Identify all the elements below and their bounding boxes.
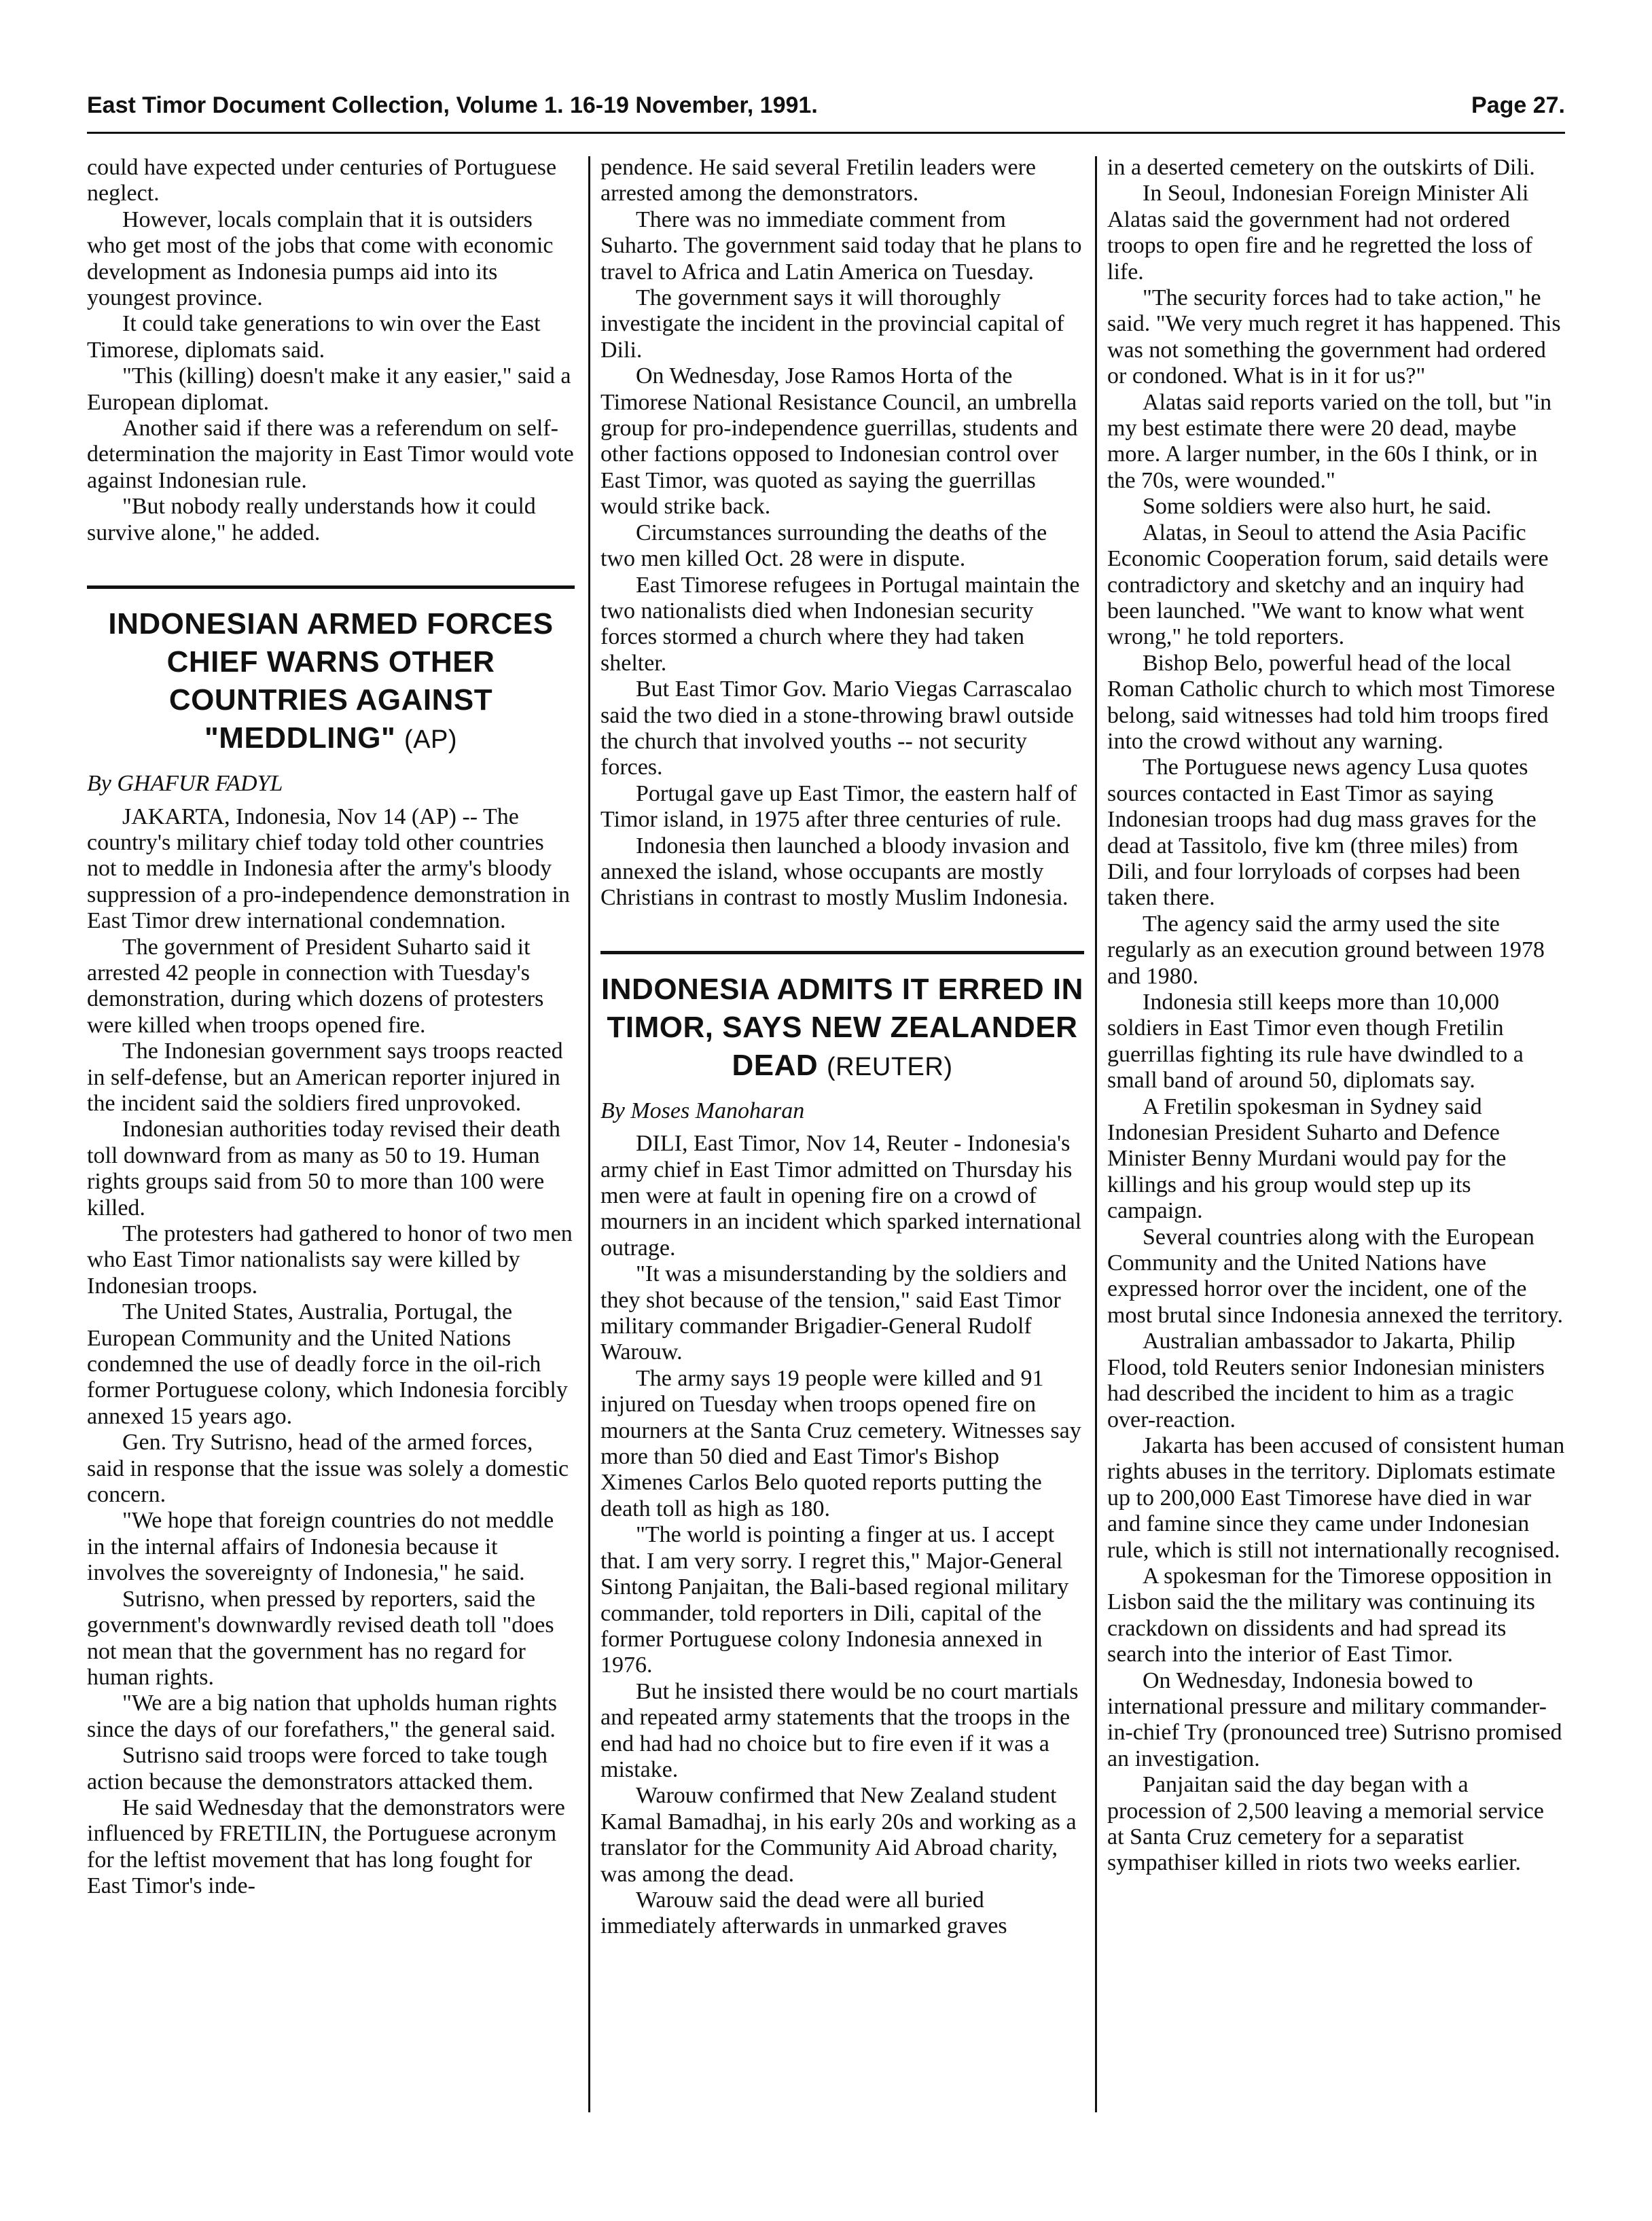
- article-divider: [87, 585, 575, 589]
- paragraph: Warouw said the dead were all buried immediately afterwards in unmarked graves: [600, 1887, 1007, 1939]
- paragraph: In Seoul, Indonesian Foreign Minister Ali Alatas said the government had not ordered troops to open fire and he regretted the loss of life.: [1107, 181, 1532, 285]
- paragraph: Sutrisno, when pressed by reporters, said the government's downwardly revised death toll "does not mean that the government has no regard for human rights.: [87, 1586, 554, 1690]
- paragraph: Some soldiers were also hurt, he said.: [1143, 494, 1492, 520]
- paragraph: Indonesian authorities today revised their death toll downward from as many as 50 to 19. Human rights groups said from 50 to more than 100 were killed.: [87, 1117, 560, 1221]
- paragraph: Australian ambassador to Jakarta, Philip Flood, told Reuters senior Indonesian ministers had described the incident to him as a tragic over-reaction.: [1107, 1329, 1545, 1432]
- paragraph: On Wednesday, Indonesia bowed to international pressure and military commander-in-chief Try (pronounced tree) Sutrisno promised an investigation.: [1107, 1667, 1562, 1771]
- paragraph: pendence. He said several Fretilin leaders were arrested among the demonstrators.: [600, 155, 1036, 206]
- paragraph: Several countries along with the European Community and the United Nations have expressed horror over the incident, one of the most brutal since Indonesia annexed the territory.: [1107, 1224, 1563, 1328]
- headline-text: INDONESIA ADMITS IT ERRED IN TIMOR, SAYS NEW ZEALANDER DEAD: [601, 972, 1083, 1082]
- paragraph: Gen. Try Sutrisno, head of the armed forces, said in response that the issue was solely a domestic concern.: [87, 1430, 569, 1508]
- byline: By GHAFUR FADYL: [87, 771, 283, 797]
- paragraph: Jakarta has been accused of consistent human rights abuses in the territory. Diplomats estimate up to 200,000 East Timorese have died in war and famine since they came under Indonesian rule, which is still not internationally recognised.: [1107, 1432, 1565, 1563]
- paragraph: Alatas, in Seoul to attend the Asia Pacific Economic Cooperation forum, said details were contradictory and sketchy and an inquiry had been launched. "We want to know what went wrong," he told reporters.: [1107, 520, 1549, 650]
- paragraph: A spokesman for the Timorese opposition in Lisbon said the the military was continuing its crackdown on dissidents and had spread its search into the interior of East Timor.: [1107, 1563, 1552, 1667]
- paragraph: The agency said the army used the site regularly as an execution ground between 1978 and 1980.: [1107, 911, 1545, 989]
- paragraph: "It was a misunderstanding by the soldiers and they shot because of the tension," said East Timor military commander Brigadier-General Rudolf Warouw.: [600, 1261, 1067, 1365]
- paragraph: The protesters had gathered to honor of two men who East Timor nationalists say were killed by Indonesian troops.: [87, 1221, 573, 1299]
- paragraph: On Wednesday, Jose Ramos Horta of the Timorese National Resistance Council, an umbrella group for pro-independence guerrillas, students and other factions opposed to Indonesian control over East Timor, was quoted as saying the guerrillas would strike back.: [600, 363, 1078, 520]
- paragraph: The Indonesian government says troops reacted in self-defense, but an American reporter injured in the incident said the soldiers fired unprovoked.: [87, 1039, 563, 1116]
- paragraph: But East Timor Gov. Mario Viegas Carrascalao said the two died in a stone-throwing brawl outside the church that involved youths -- not security forces.: [600, 676, 1074, 780]
- column-2: [600, 155, 1084, 2104]
- paragraph: But he insisted there would be no court martials and repeated army statements that the troops in the end had had no choice but to fire even if it was a mistake.: [600, 1678, 1079, 1782]
- paragraph: The army says 19 people were killed and 91 injured on Tuesday when troops opened fire on mourners at the Santa Cruz cemetery. Witnesses say more than 50 died and East Timor's Bishop Ximenes Carlos Belo quoted reports putting the death toll as high as 180.: [600, 1365, 1081, 1521]
- headline-text: INDONESIAN ARMED FORCES CHIEF WARNS OTHER COUNTRIES AGAINST "MEDDLING": [108, 607, 554, 755]
- paragraph: Bishop Belo, powerful head of the local Roman Catholic church to which most Timorese belong, said witnesses had told him troops fired into the crowd without any warning.: [1107, 650, 1556, 754]
- headline-source: (AP): [404, 725, 458, 755]
- paragraph: The government of President Suharto said it arrested 42 people in connection with Tuesday's demonstration, during which dozens of protesters were killed when troops opened fire.: [87, 934, 544, 1038]
- page-number: Page 27.: [1471, 92, 1565, 118]
- paragraph: "We are a big nation that upholds human rights since the days of our forefathers," the general said.: [87, 1691, 558, 1742]
- column-1: [87, 155, 575, 2104]
- paragraph: A Fretilin spokesman in Sydney said Indonesian President Suharto and Defence Minister Benny Murdani would pay for the killings and his group would step up its campaign.: [1107, 1094, 1507, 1224]
- paragraph: "This (killing) doesn't make it any easier," said a European diplomat.: [87, 363, 571, 415]
- paragraph: DILI, East Timor, Nov 14, Reuter - Indonesia's army chief in East Timor admitted on Thursday his men were at fault in opening fire on a crowd of mourners in an incident which sparked international outrage.: [600, 1131, 1082, 1261]
- paragraph: Alatas said reports varied on the toll, but "in my best estimate there were 20 dead, maybe more. A larger number, in the 60s I think, or in the 70s, were wounded.": [1107, 389, 1552, 493]
- paragraph: could have expected under centuries of Portuguese neglect.: [87, 155, 557, 206]
- publication-title: East Timor Document Collection, Volume 1. 16-19 November, 1991.: [87, 92, 818, 118]
- paragraph: The Portuguese news agency Lusa quotes sources contacted in East Timor as saying Indonesian troops had dug mass graves for the dead at Tassitolo, five km (three miles) from Dili, and four lorryloads of corpses had been taken there.: [1107, 755, 1537, 911]
- paragraph: Indonesia still keeps more than 10,000 soldiers in East Timor even though Fretilin guerrillas fighting its rule have dwindled to a small band of around 50, diplomats say.: [1107, 990, 1524, 1094]
- paragraph: However, locals complain that it is outsiders who get most of the jobs that come with economic development as Indonesia pumps aid into its youngest province.: [87, 206, 554, 311]
- paragraph: East Timorese refugees in Portugal maintain the two nationalists died when Indonesian security forces stormed a church where they had taken shelter.: [600, 572, 1080, 676]
- paragraph: The United States, Australia, Portugal, the European Community and the United Nations condemned the use of deadly force in the oil-rich former Portuguese colony, which Indonesia forcibly annexed 15 years ago.: [87, 1299, 568, 1429]
- paragraph: in a deserted cemetery on the outskirts of Dili.: [1107, 155, 1535, 180]
- column-3: [1107, 155, 1565, 2104]
- paragraph: "The world is pointing a finger at us. I accept that. I am very sorry. I regret this," Major-General Sintong Panjaitan, the Bali-based regional military commander, told reporters in Dili, capital of the former Portuguese colony Indonesia annexed in 1976.: [600, 1522, 1069, 1678]
- article-divider: [600, 951, 1084, 954]
- paragraph: Sutrisno said troops were forced to take tough action because the demonstrators attacked them.: [87, 1743, 548, 1794]
- paragraph: "But nobody really understands how it could survive alone," he added.: [87, 494, 536, 545]
- paragraph: Another said if there was a referendum on self-determination the majority in East Timor would vote against Indonesian rule.: [87, 416, 574, 493]
- paragraph: Indonesia then launched a bloody invasion and annexed the island, whose occupants are mostly Christians in contrast to mostly Muslim Indonesia.: [600, 833, 1070, 911]
- article-headline: [600, 971, 1084, 1086]
- header-rule: [87, 132, 1565, 134]
- paragraph: "The security forces had to take action," he said. "We very much regret it has happened. This was not something the government had ordered or condoned. What is in it for us?": [1107, 285, 1561, 389]
- paragraph: Portugal gave up East Timor, the eastern half of Timor island, in 1975 after three centuries of rule.: [600, 780, 1077, 833]
- paragraph: He said Wednesday that the demonstrators were influenced by FRETILIN, the Portuguese acronym for the leftist movement that has long fought for East Timor's inde-: [87, 1794, 565, 1899]
- column-divider-2: [1095, 156, 1097, 2112]
- running-header: [87, 92, 1565, 128]
- paragraph: Panjaitan said the day began with a procession of 2,500 leaving a memorial service at Santa Cruz cemetery for a separatist sympathiser killed in riots two weeks earlier.: [1107, 1772, 1544, 1876]
- paragraph: JAKARTA, Indonesia, Nov 14 (AP) -- The country's military chief today told other countries not to meddle in Indonesia after the army's bloody suppression of a pro-independence demonstration in East Timor drew international condemnation.: [87, 803, 570, 934]
- paragraph: "We hope that foreign countries do not meddle in the internal affairs of Indonesia because it involves the sovereignty of Indonesia," he said.: [87, 1508, 554, 1586]
- paragraph: Circumstances surrounding the deaths of the two men killed Oct. 28 were in dispute.: [600, 520, 1047, 572]
- byline: By Moses Manoharan: [600, 1098, 805, 1123]
- headline-source: (REUTER): [826, 1052, 953, 1081]
- article-headline: [87, 605, 575, 759]
- column-divider-1: [588, 156, 590, 2112]
- paragraph: There was no immediate comment from Suharto. The government said today that he plans to travel to Africa and Latin America on Tuesday.: [600, 206, 1082, 285]
- paragraph: The government says it will thoroughly investigate the incident in the provincial capital of Dili.: [600, 285, 1064, 363]
- paragraph: It could take generations to win over the East Timorese, diplomats said.: [87, 311, 541, 363]
- paragraph: Warouw confirmed that New Zealand student Kamal Bamadhaj, in his early 20s and working as a translator for the Community Aid Abroad charity, was among the dead.: [600, 1783, 1077, 1887]
